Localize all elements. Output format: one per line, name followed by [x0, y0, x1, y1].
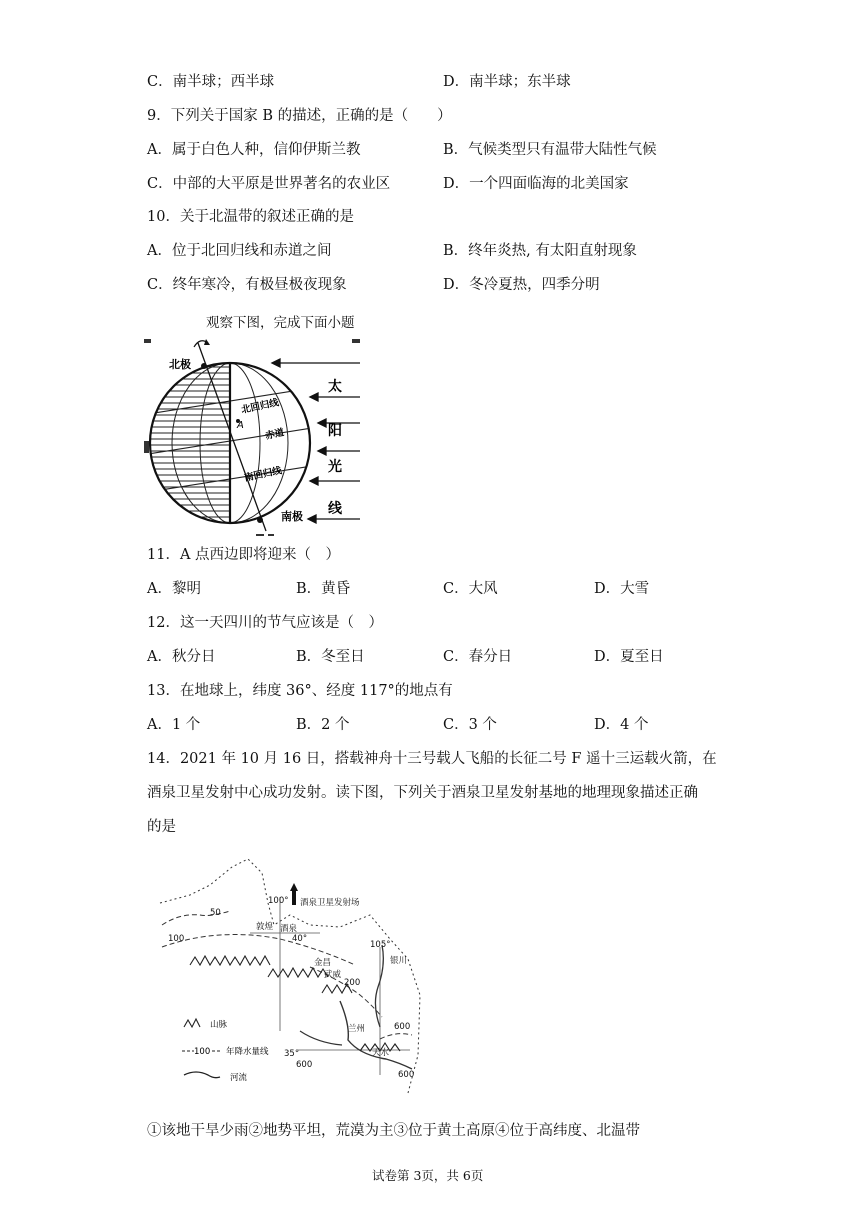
q8-option-d: D．南半球；东半球	[443, 74, 571, 90]
q10-option-d: D．冬冷夏热，四季分明	[443, 277, 600, 293]
legend-mountain-label: 山脉	[210, 1020, 228, 1030]
lat-40-label: 40°	[292, 934, 308, 944]
isohyet-600	[380, 1034, 412, 1039]
q8-option-c: C．南半球；西半球	[147, 74, 275, 90]
sunlight-label-4: 线	[328, 501, 342, 517]
q14-statements: ①该地干旱少雨②地势平坦，荒漠为主③位于黄土高原④位于高纬度、北温带	[147, 1123, 640, 1139]
mountain-range	[190, 956, 400, 1051]
legend-river-icon	[184, 1072, 220, 1078]
q9-option-a: A．属于白色人种，信仰伊斯兰教	[147, 142, 361, 158]
q10-stem: 10．关于北温带的叙述正确的是	[147, 209, 354, 225]
corner-mark	[256, 534, 264, 536]
q11-stem: 11．A 点西边即将迎来（ ）	[147, 547, 341, 563]
q13-option-c: C．3 个	[443, 717, 497, 733]
sunlight-label-1: 太	[328, 379, 342, 395]
legend-isohyet-value: 100	[194, 1047, 211, 1057]
q13-option-b: B．2 个	[296, 717, 350, 733]
south-pole-label: 南极	[281, 510, 303, 523]
city-tianshui: 天水	[372, 1048, 390, 1058]
q12-stem: 12．这一天四川的节气应该是（ ）	[147, 615, 383, 631]
q12-option-c: C．春分日	[443, 649, 513, 665]
q11-option-d: D．大雪	[594, 581, 650, 597]
q13-option-a: A．1 个	[147, 717, 201, 733]
q13-stem: 13．在地球上，纬度 36°、经度 117°的地点有	[147, 683, 453, 699]
equator-label: 赤道	[264, 427, 286, 442]
isohyet-600-label-c: 600	[398, 1070, 415, 1080]
q12-option-a: A．秋分日	[147, 649, 216, 665]
day-night-diagram	[142, 335, 368, 537]
legend-river-label: 河流	[230, 1073, 248, 1083]
city-wuwei: 武威	[324, 970, 342, 980]
city-yinchuan: 银川	[390, 956, 408, 966]
q11-option-c: C．大风	[443, 581, 498, 597]
q10-option-a: A．位于北回归线和赤道之间	[147, 243, 332, 259]
lon-100-label: 100°	[268, 896, 289, 906]
q14-stem-line2: 酒泉卫星发射中心成功发射。读下图，下列关于酒泉卫星发射基地的地理现象描述正确	[147, 785, 698, 801]
q14-stem-line3: 的是	[147, 819, 176, 835]
corner-mark	[144, 441, 149, 453]
point-a-label: A	[237, 420, 244, 431]
tropic-of-capricorn-label: 南回归线	[243, 465, 283, 484]
isohyet-100-label: 100	[168, 934, 185, 944]
q11-option-a: A．黎明	[147, 581, 201, 597]
sunlight-label-2: 阳	[328, 423, 342, 439]
isohyet-200	[310, 967, 382, 1017]
legend-isohyet-label: 年降水量线	[226, 1047, 269, 1057]
isohyet-50-label: 50	[210, 908, 221, 918]
q9-stem: 9．下列关于国家 B 的描述，正确的是（ ）	[147, 108, 452, 124]
q9-option-c: C．中部的大平原是世界著名的农业区	[147, 176, 391, 192]
corner-mark	[144, 339, 151, 343]
lon-105-label: 105°	[370, 940, 391, 950]
jiuquan-map	[150, 855, 425, 1098]
map-legend	[182, 1019, 269, 1083]
q14-stem-line1: 14．2021 年 10 月 16 日，搭载神舟十三号载人飞船的长征二号 F 遥十三运载火箭，在	[147, 751, 717, 767]
q12-option-d: D．夏至日	[594, 649, 664, 665]
q10-option-b: B．终年炎热, 有太阳直射现象	[443, 243, 637, 259]
q9-option-d: D．一个四面临海的北美国家	[443, 176, 629, 192]
north-pole-dot	[201, 363, 207, 369]
sunlight-label-3: 光	[328, 459, 342, 475]
launch-site-label: 酒泉卫星发射场	[300, 898, 360, 908]
q11-option-b: B．黄昏	[296, 581, 351, 597]
isohyet-600-label-b: 600	[296, 1060, 313, 1070]
figure1-caption: 观察下图，完成下面小题	[206, 315, 355, 331]
launch-site-icon	[292, 889, 296, 905]
lat-35-label: 35°	[284, 1049, 300, 1059]
corner-mark	[268, 534, 274, 536]
north-pole-label: 北极	[169, 358, 191, 371]
city-jiuquan: 酒泉	[280, 924, 298, 934]
city-lanzhou: 兰州	[348, 1024, 366, 1034]
q12-option-b: B．冬至日	[296, 649, 365, 665]
q9-option-b: B．气候类型只有温带大陆性气候	[443, 142, 657, 158]
south-pole-dot	[257, 517, 263, 523]
corner-mark	[352, 339, 360, 343]
river-west	[300, 1031, 342, 1045]
legend-mountain-icon	[184, 1019, 200, 1027]
river-north	[375, 945, 383, 1027]
page-footer: 试卷第 3页，共 6页	[372, 1168, 484, 1183]
q13-option-d: D．4 个	[594, 717, 649, 733]
isohyet-600-label-a: 600	[394, 1022, 411, 1032]
city-jinchang: 金昌	[314, 958, 332, 968]
isohyet-200-label: 200	[344, 978, 361, 988]
city-dunhuang: 敦煌	[256, 922, 274, 932]
tropic-of-cancer-label: 北回归线	[240, 397, 280, 416]
q10-option-c: C．终年寒冷，有极昼极夜现象	[147, 277, 347, 293]
